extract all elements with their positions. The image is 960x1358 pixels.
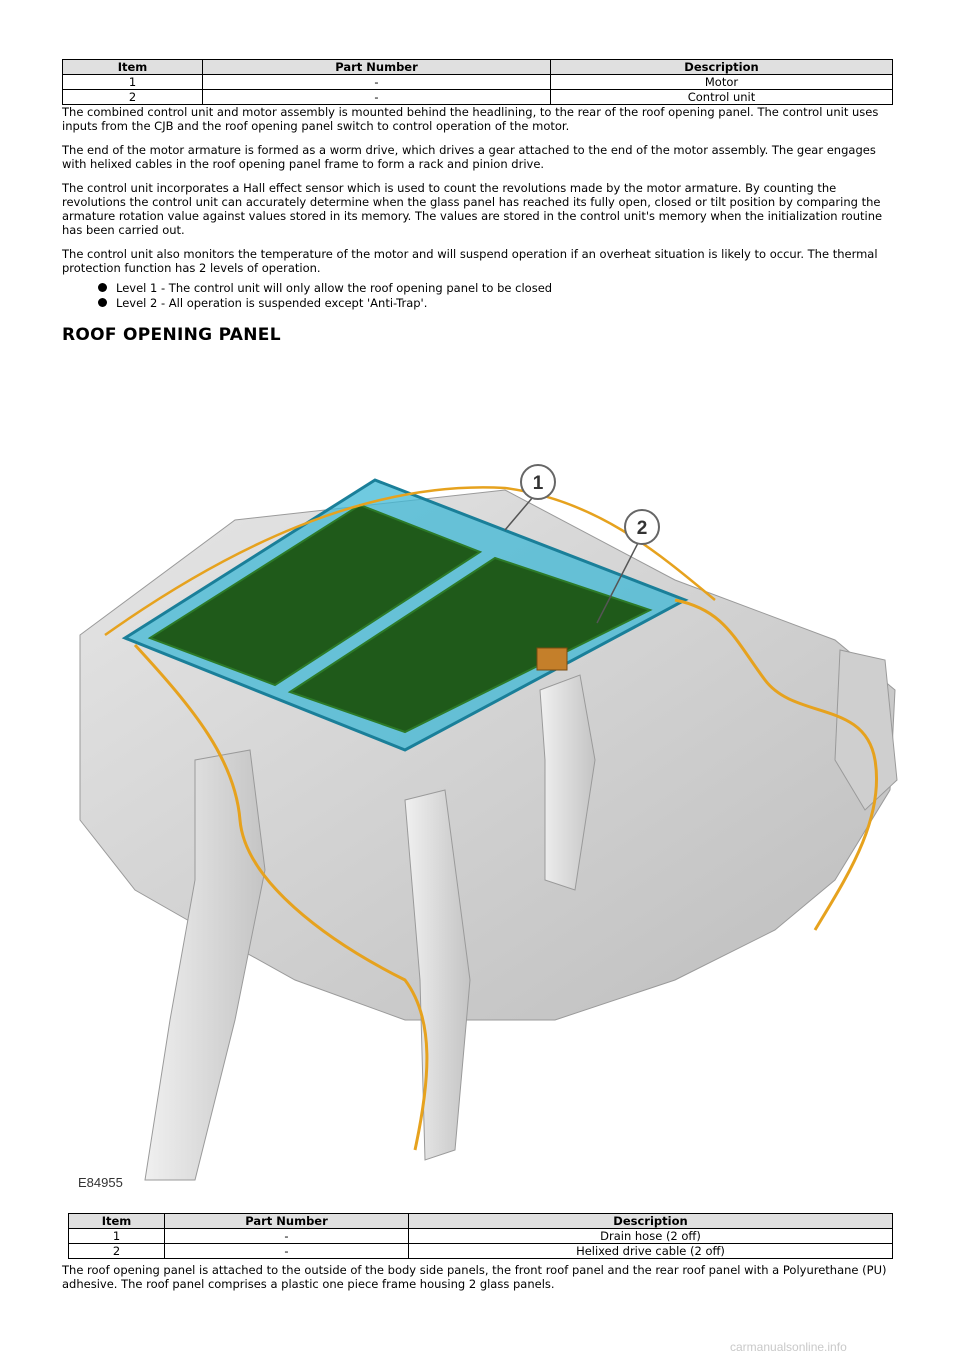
table-header-row xyxy=(69,1214,893,1229)
header-description: Description xyxy=(551,60,893,75)
cell-item: 2 xyxy=(63,90,203,105)
header-description: Description xyxy=(409,1214,893,1229)
parts-table-motor xyxy=(62,59,893,105)
cell-item: 2 xyxy=(69,1244,165,1259)
list-item xyxy=(98,281,892,296)
figure-id: E84955 xyxy=(78,1175,123,1190)
cell-part-number: - xyxy=(165,1229,409,1244)
parts-table-panel-wrapper xyxy=(68,1213,892,1259)
paragraph-control-unit-mounting: The combined control unit and motor assembly is mounted behind the headlining, to the rear of the roof opening panel. The control unit uses inputs from the CJB and the roof opening panel switch to control operation of the motor. xyxy=(62,105,879,133)
callout-2-label: 2 xyxy=(636,518,648,539)
table-row xyxy=(63,75,893,90)
cell-description: Control unit xyxy=(551,90,893,105)
parts-table-panel xyxy=(68,1213,893,1259)
section-heading: ROOF OPENING PANEL xyxy=(62,325,281,345)
cell-description: Drain hose (2 off) xyxy=(409,1229,893,1244)
bullet-icon xyxy=(98,283,107,292)
table-row xyxy=(69,1244,893,1259)
level-1-text: Level 1 - The control unit will only allow the roof opening panel to be closed xyxy=(116,281,553,295)
paragraph-thermal-protection: The control unit also monitors the temperature of the motor and will suspend operation if an overheat situation is likely to occur. The thermal protection function has 2 levels of operation. xyxy=(62,247,878,275)
level-2-text: Level 2 - All operation is suspended except 'Anti-Trap'. xyxy=(116,296,428,310)
paragraph-hall-sensor: The control unit incorporates a Hall effect sensor which is used to count the revolutions made by the motor armature. By counting the revolutions the control unit can accurately determine when the glass panel has reached its fully open, closed or tilt position by comparing the armature rotation value against values stored in its memory. The values are stored in the control unit's memory when the initialization routine has been carried out. xyxy=(62,181,883,237)
cell-item: 1 xyxy=(63,75,203,90)
paragraph-panel-attachment: The roof opening panel is attached to the outside of the body side panels, the front roof panel and the rear roof panel with a Polyurethane (PU) adhesive. The roof panel comprises a plastic one piece frame housing 2 glass panels. xyxy=(62,1263,887,1291)
watermark: carmanualsonline.info xyxy=(730,1340,847,1354)
document-body xyxy=(62,59,892,345)
paragraph-worm-drive: The end of the motor armature is formed as a worm drive, which drives a gear attached to the end of the motor assembly. The gear engages with helixed cables in the roof opening panel frame to form a rack and pinion drive. xyxy=(62,143,876,171)
callout-1 xyxy=(521,465,555,499)
header-part-number: Part Number xyxy=(165,1214,409,1229)
table-row xyxy=(69,1229,893,1244)
cell-description: Motor xyxy=(551,75,893,90)
cell-item: 1 xyxy=(69,1229,165,1244)
callout-1-label: 1 xyxy=(532,473,544,494)
table-row xyxy=(63,90,893,105)
callout-2 xyxy=(625,510,659,544)
thermal-levels-list xyxy=(62,281,892,311)
header-item: Item xyxy=(63,60,203,75)
bullet-icon xyxy=(98,298,107,307)
motor-unit xyxy=(537,648,567,670)
table-header-row xyxy=(63,60,893,75)
cell-part-number: - xyxy=(165,1244,409,1259)
cell-part-number: - xyxy=(203,75,551,90)
header-part-number: Part Number xyxy=(203,60,551,75)
roof-opening-panel-illustration xyxy=(75,460,901,1200)
cell-description: Helixed drive cable (2 off) xyxy=(409,1244,893,1259)
header-item: Item xyxy=(69,1214,165,1229)
list-item xyxy=(98,296,892,311)
cell-part-number: - xyxy=(203,90,551,105)
